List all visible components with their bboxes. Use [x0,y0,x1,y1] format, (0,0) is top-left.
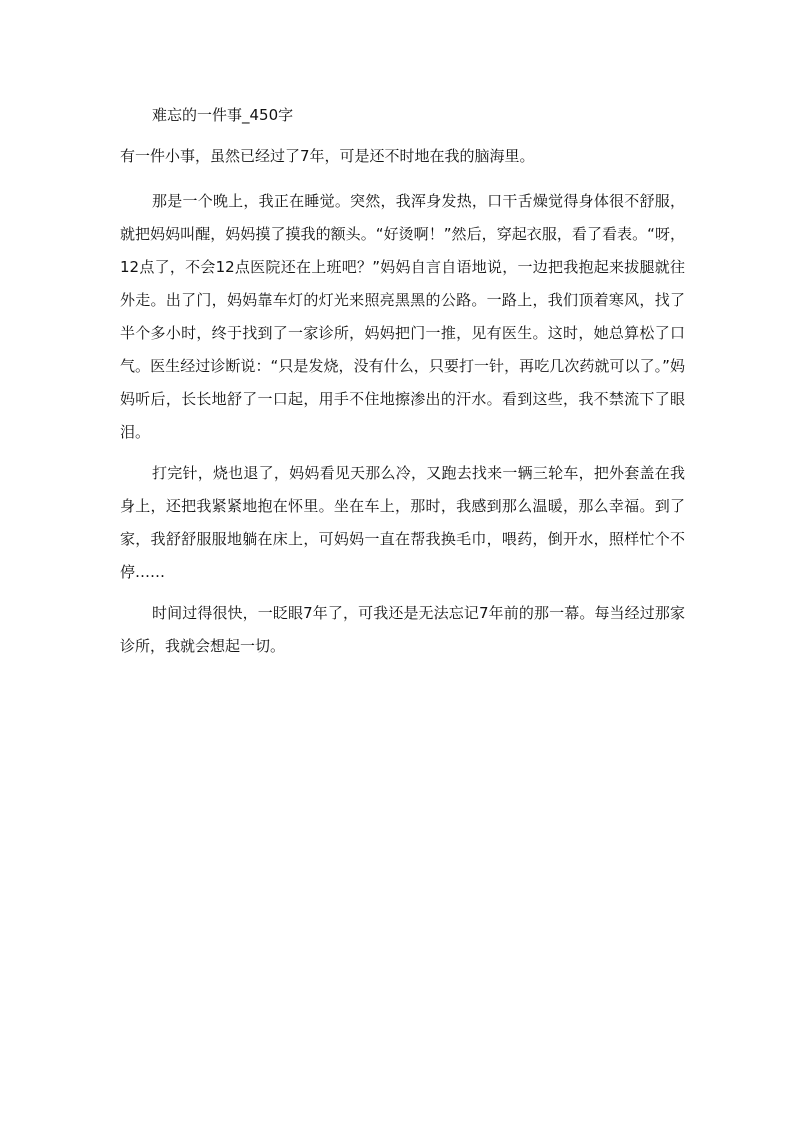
paragraph-1: 有一件小事，虽然已经过了7年，可是还不时地在我的脑海里。 [120,147,535,165]
paragraph-3: 打完针，烧也退了，妈妈看见天那么冷，又跑去找来一辆三轮车，把外套盖在我身上，还把我紧紧地抱在怀里。坐在车上，那时，我感到那么温暖，那么幸福。到了家，我舒舒服服地躺在床上，可妈妈一直在帮我换毛巾，喂药，倒开水，照样忙个不停…… [120,464,685,581]
paragraph-4: 时间过得很快，一眨眼7年了，可我还是无法忘记7年前的那一幕。每当经过那家诊所，我就会想起一切。 [120,604,685,655]
document-title: 难忘的一件事_450字 [152,106,294,124]
paragraph-2: 那是一个晚上，我正在睡觉。突然，我浑身发热，口干舌燥觉得身体很不舒服，就把妈妈叫醒，妈妈摸了摸我的额头。“好烫啊！”然后，穿起衣服，看了看表。“呀，12点了，不会12点医院还在上班吧？”妈妈自言自语地说，一边把我抱起来拔腿就往外走。出了门，妈妈靠车灯的灯光来照亮黑黑的公路。一路上，我们顶着寒风，找了半个多小时，终于找到了一家诊所，妈妈把门一推，见有医生。这时，她总算松了口气。医生经过诊断说：“只是发烧，没有什么，只要打一针，再吃几次药就可以了。”妈妈听后，长长地舒了一口起，用手不住地擦渗出的汗水。看到这些，我不禁流下了眼泪。 [120,192,685,441]
document-body [120,104,685,671]
